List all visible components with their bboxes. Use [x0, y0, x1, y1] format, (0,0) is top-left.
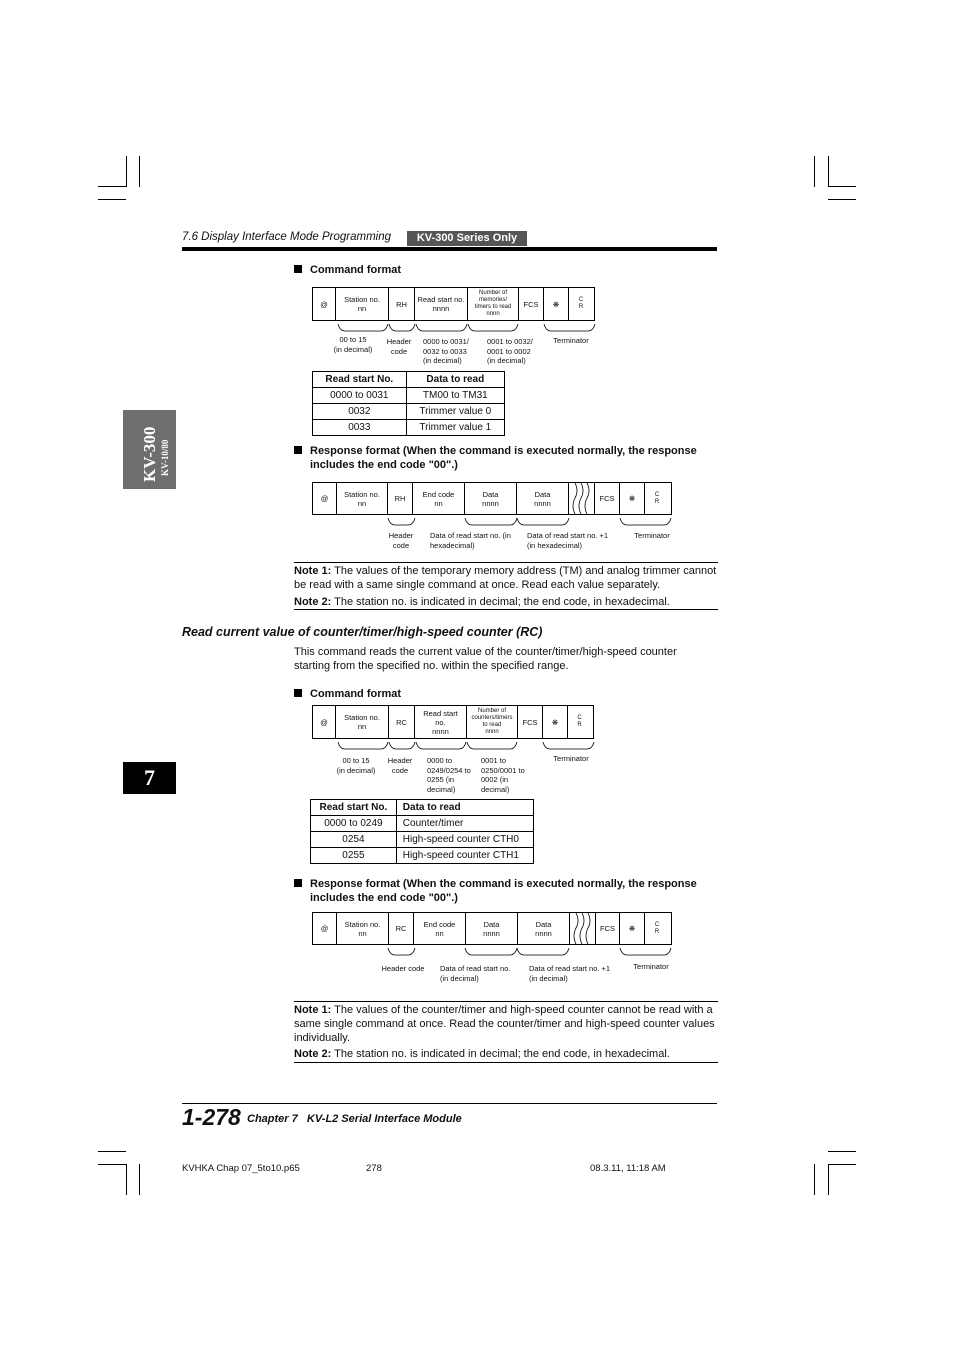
frame-cell: ❋	[620, 483, 645, 514]
slug-file: KVHKA Chap 07_5to10.p65	[182, 1163, 300, 1174]
crop-mark	[828, 1164, 829, 1195]
diagram-label: Data of read start no. +1 (in hexadecimal)	[527, 531, 609, 550]
crop-mark	[828, 199, 856, 200]
frame-cell: Data nnnn	[466, 913, 518, 944]
rc-section-title: Read current value of counter/timer/high-speed counter (RC)	[182, 625, 543, 639]
footer-chapter: Chapter 7 KV-L2 Serial Interface Module	[247, 1113, 462, 1125]
frame-cell: Number of counters/timers to read nnnn	[467, 706, 518, 738]
crop-mark	[98, 1164, 126, 1165]
diagram-label: Terminator	[634, 531, 670, 540]
diagram-label: Header code	[381, 964, 425, 973]
diagram-label: Header code	[386, 337, 412, 356]
note-rule	[294, 1062, 718, 1063]
frame-cell: Read start no. nnnn	[415, 706, 467, 738]
crop-mark	[126, 1164, 127, 1195]
frame-cell: @	[313, 288, 336, 320]
diagram-label: Terminator	[553, 754, 589, 763]
crop-mark	[814, 1164, 815, 1195]
frame-cell: Number of memories/ timers to read nnnn	[468, 288, 519, 320]
table-cell: 0000 to 0031	[313, 388, 407, 404]
table-header-row	[311, 800, 534, 816]
rc-response-heading	[294, 877, 697, 891]
table-row	[313, 404, 505, 420]
rc-response-frame	[312, 912, 672, 945]
table-cell: Trimmer value 0	[406, 404, 504, 420]
frame-cell: ❋	[620, 913, 645, 944]
table-row	[313, 420, 505, 436]
diagram-label: Terminator	[553, 336, 589, 345]
rh-note-1	[294, 564, 718, 592]
table-cell: 0033	[313, 420, 407, 436]
bullet-square	[294, 879, 302, 887]
crop-mark	[828, 1151, 856, 1152]
rh-command-heading	[294, 263, 401, 277]
note-rule	[294, 1001, 718, 1002]
table-cell: TM00 to TM31	[406, 388, 504, 404]
table-cell: 0255	[311, 848, 397, 864]
frame-cell: End code nn	[413, 483, 465, 514]
frame-cell: RC	[389, 706, 415, 738]
bullet-square	[294, 446, 302, 454]
crop-mark	[139, 1164, 140, 1195]
frame-cell: @	[313, 706, 336, 738]
footer-rule	[182, 1103, 717, 1104]
rc-response-braces	[312, 948, 672, 960]
bullet-square	[294, 689, 302, 697]
header-rule	[182, 247, 717, 251]
diagram-label: 00 to 15 (in decimal)	[333, 335, 373, 354]
chapter-tab: 7	[123, 762, 176, 794]
diagram-label: 00 to 15 (in decimal)	[336, 756, 376, 775]
table-cell: High-speed counter CTH0	[396, 832, 533, 848]
rc-command-heading	[294, 687, 401, 701]
diagram-label: Data of read start no. +1 (in decimal)	[529, 964, 611, 983]
frame-cell: FCS	[518, 706, 543, 738]
note-text: The station no. is indicated in decimal; the end code, in hexadecimal.	[331, 1048, 670, 1060]
table-header: Read start No.	[311, 800, 397, 816]
note-label: Note 1:	[294, 1004, 332, 1016]
frame-cell: C R	[577, 715, 582, 728]
section-header: 7.6 Display Interface Mode Programming	[182, 231, 392, 243]
frame-cell: Data nnnn	[465, 483, 517, 514]
rc-intro: This command reads the current value of the counter/timer/high-speed counter starting from the specified no. within the specified range.	[294, 646, 677, 672]
crop-mark	[139, 156, 140, 187]
note-label: Note 2:	[294, 1048, 332, 1060]
crop-mark	[828, 186, 856, 187]
rh-response-frame	[312, 482, 672, 515]
table-cell: 0254	[311, 832, 397, 848]
frame-cell: End code nn	[414, 913, 466, 944]
rh-command-frame	[312, 287, 595, 321]
note-rule	[294, 562, 718, 563]
frame-cell: RH	[389, 288, 415, 320]
rh-data-table	[312, 371, 505, 436]
crop-mark	[98, 186, 126, 187]
frame-cell: C R	[654, 921, 660, 935]
note-label: Note 1:	[294, 565, 332, 577]
frame-cell: RC	[389, 913, 414, 944]
frame-cell: FCS	[519, 288, 544, 320]
rc-command-heading-text: Command format	[310, 688, 402, 700]
note-label: Note 2:	[294, 596, 332, 608]
table-row	[311, 832, 534, 848]
table-header: Data to read	[396, 800, 533, 816]
rc-note-2	[294, 1047, 718, 1061]
diagram-label: 0000 to 0031/ 0032 to 0033 (in decimal)	[423, 337, 469, 365]
model-tab-sub: KV-10/80	[160, 439, 170, 476]
series-badge: KV-300 Series Only	[407, 231, 527, 246]
rh-command-heading-text: Command format	[310, 264, 402, 276]
frame-cell: C R	[654, 491, 660, 505]
crop-mark	[828, 1164, 856, 1165]
continuation-break	[569, 483, 595, 514]
table-row	[311, 816, 534, 832]
crop-mark	[98, 199, 126, 200]
crop-mark	[828, 156, 829, 187]
model-tab	[123, 410, 176, 489]
diagram-label: 0000 to 0249/0254 to 0255 (in decimal)	[427, 756, 471, 794]
rh-response-heading-line1: Response format (When the command is executed normally, the response	[310, 445, 697, 457]
frame-cell: FCS	[595, 483, 620, 514]
rh-response-braces	[312, 518, 672, 530]
crop-mark	[98, 1151, 126, 1152]
diagram-label: Data of read start no. (in hexadecimal)	[430, 531, 511, 550]
crop-mark	[126, 156, 127, 187]
rc-data-table	[310, 799, 534, 864]
note-text: The values of the temporary memory address (TM) and analog trimmer cannot be read with a same single command at once. Read each value separately.	[294, 565, 717, 591]
frame-cell: Station no. nn	[337, 483, 388, 514]
frame-cell: @	[313, 483, 337, 514]
frame-cell: Station no. nn	[336, 706, 389, 738]
diagram-label: Header code	[387, 756, 413, 775]
frame-cell: ❋	[543, 706, 568, 738]
continuation-break	[570, 913, 596, 944]
note-text: The station no. is indicated in decimal; the end code, in hexadecimal.	[331, 596, 670, 608]
slug-date: 08.3.11, 11:18 AM	[590, 1163, 666, 1174]
bullet-square	[294, 265, 302, 273]
table-cell: 0000 to 0249	[311, 816, 397, 832]
diagram-label: Data of read start no. (in decimal)	[440, 964, 511, 983]
frame-cell: RH	[388, 483, 413, 514]
frame-cell: C R	[578, 297, 584, 310]
table-cell: Trimmer value 1	[406, 420, 504, 436]
diagram-label: 0001 to 0250/0001 to 0002 (in decimal)	[481, 756, 525, 794]
table-cell: Counter/timer	[396, 816, 533, 832]
rc-command-braces	[312, 742, 602, 754]
rc-note-1	[294, 1003, 718, 1045]
frame-cell: Station no. nn	[337, 913, 389, 944]
table-row	[311, 848, 534, 864]
slug-page: 278	[366, 1163, 382, 1174]
table-header: Data to read	[406, 372, 504, 388]
diagram-label: Header code	[388, 531, 414, 550]
note-text: The values of the counter/timer and high-speed counter cannot be read with a same single command at once. Read the counter/timer and high-speed counter values individually.	[294, 1004, 715, 1044]
frame-cell: Station no. nn	[336, 288, 389, 320]
note-rule	[294, 609, 718, 610]
table-header-row	[313, 372, 505, 388]
rh-response-heading	[294, 444, 697, 458]
frame-cell: @	[313, 913, 337, 944]
rc-response-heading-line2: includes the end code "00".)	[310, 892, 458, 904]
frame-cell: ❋	[544, 288, 569, 320]
model-tab-label	[127, 416, 171, 483]
table-cell: 0032	[313, 404, 407, 420]
table-row	[313, 388, 505, 404]
table-header: Read start No.	[313, 372, 407, 388]
rh-response-heading-line2: includes the end code "00".)	[310, 459, 458, 471]
rc-command-frame	[312, 705, 594, 739]
model-tab-main: KV-300	[140, 426, 159, 482]
frame-cell: FCS	[596, 913, 620, 944]
page-number: 1-278	[182, 1104, 241, 1130]
frame-cell: Data nnnn	[517, 483, 569, 514]
rc-response-heading-line1: Response format (When the command is executed normally, the response	[310, 878, 697, 890]
crop-mark	[814, 156, 815, 187]
diagram-label: 0001 to 0032/ 0001 to 0002 (in decimal)	[487, 337, 533, 365]
frame-cell: Data nnnn	[518, 913, 570, 944]
frame-cell: Read start no. nnnn	[415, 288, 468, 320]
table-cell: High-speed counter CTH1	[396, 848, 533, 864]
diagram-label: Terminator	[633, 962, 669, 971]
rh-note-2	[294, 595, 718, 609]
